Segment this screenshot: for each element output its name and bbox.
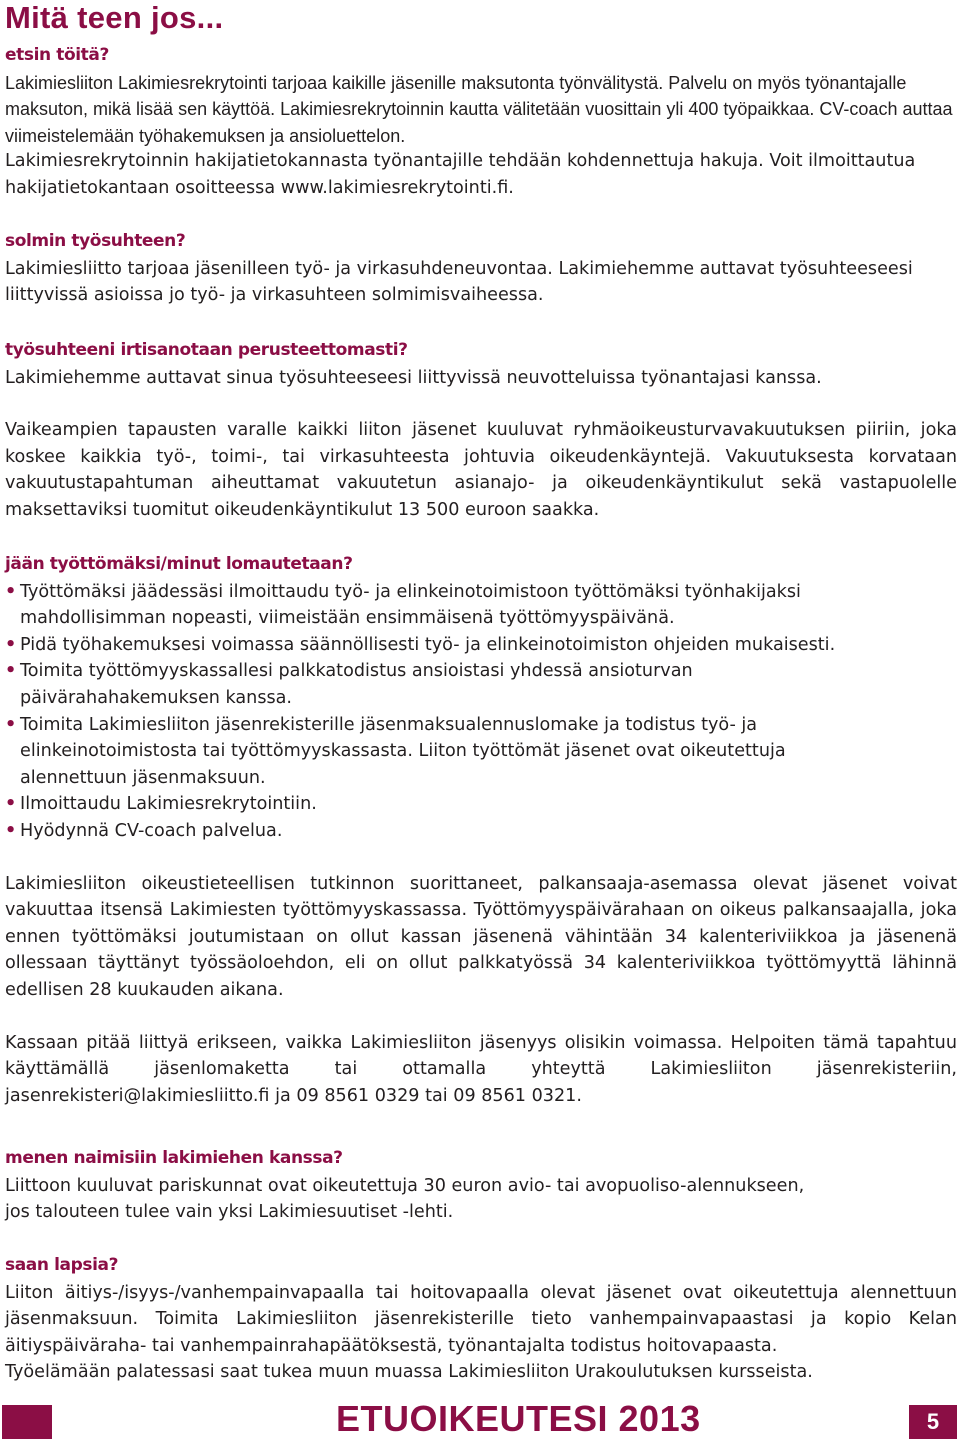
section-heading: menen naimisiin lakimiehen kanssa? <box>5 1148 343 1168</box>
section-job-cont <box>5 148 957 201</box>
section-heading: saan lapsia? <box>5 1255 119 1275</box>
footer-color-block <box>2 1405 52 1439</box>
section-text: Liiton äitiys-/isyys-/vanhempainvapaalla tai hoitovapaalla olevat jäsenet ovat oikeutettuja alennettuun jäsenmaksuun. Toimita Lakimiesliiton jäsenrekisterille tieto vanhempainvapaastasi ja kopio Kelan äitiyspäiväraha- tai vanhempainrahapäätöksestä, työnantajalta todistus hoitovapaasta. <box>5 1282 957 1356</box>
page-number: 5 <box>909 1405 957 1439</box>
list-item: • Toimita Lakimiesliiton jäsenrekisterille jäsenmaksualennuslomake ja todistus työ- ja elinkeinotoimistosta tai työttömyyskassasta. Liiton työttömät jäsenet ovat oikeutettuja alennettuun jäsenmaksuun. <box>5 714 786 788</box>
section-heading: työsuhteeni irtisanotaan perusteettomasti? <box>5 340 408 360</box>
list-item: • Hyödynnä CV-coach palvelua. <box>5 820 283 841</box>
bullet-list <box>5 579 885 845</box>
section-heading: jään työttömäksi/minut lomautetaan? <box>5 554 353 574</box>
section-text: Lakimiesliitto tarjoaa jäsenilleen työ- ja virkasuhdeneuvontaa. Lakimiehemme auttavat työsuhteeseesi liittyvissä asioissa jo työ- ja virkasuhteen solmimisvaiheessa. <box>5 258 913 306</box>
section-heading: etsin töitä? <box>5 45 109 65</box>
page-title: Mitä teen jos... <box>5 0 224 35</box>
section-dismissal <box>5 337 957 524</box>
section-text-2: Kassaan pitää liittyä erikseen, vaikka Lakimiesliiton jäsenyys olisikin voimassa. Helpoiten tämä tapahtuu käyttämällä jäsenlomaketta tai ottamalla yhteyttä Lakimiesliiton jäsenrekisteriin, jasenrekisteri@lakimiesliitto.fi ja 09 8561 0329 tai 09 8561 0321. <box>5 1032 957 1106</box>
list-item: • Pidä työhakemuksesi voimassa säännöllisesti työ- ja elinkeinotoimiston ohjeiden mukaisesti. <box>5 634 836 655</box>
section-text: Lakimiesliiton Lakimiesrekrytointi tarjoaa kaikille jäsenille maksutonta työnvälitystä. Palvelu on myös työnantajalle maksuton, mikä lisää sen käyttöä. Lakimiesrekrytoinnin kautta välitetään vuosittain yli 400 työpaikkaa. CV-coach auttaa viimeistelemään työhakemuksen ja ansioluettelon. <box>5 72 953 146</box>
section-text: Lakimiesliiton oikeustieteellisen tutkinnon suorittaneet, palkansaaja-asemassa olevat jäsenet voivat vakuuttaa itsensä Lakimiesten työttömyyskassassa. Työttömyyspäivärahaan on oikeus palkansaajalla, joka ennen työttömäksi joutumistaan on ollut kassan jäsenenä vähintään 34 kalenteriviikkoa ja jäsenenä ollessaan täyttänyt työssäoloehdon, eli on ollut palkkatyössä 34 kalenteriviikkoa työttömyyttä lähinnä edellisen 28 kuukauden aikana. <box>5 873 957 1000</box>
list-item: • Toimita työttömyyskassallesi palkkatodistus ansioistasi yhdessä ansioturvan päivärahahakemuksen kanssa. <box>5 661 693 708</box>
footer-title: ETUOIKEUTESI 2013 <box>336 1398 701 1439</box>
section-text-2: Vaikeampien tapausten varalle kaikki liiton jäsenet kuuluvat ryhmäoikeusturvavakuutuksen piiriin, joka koskee kaikkia työ-, toimi-, tai virkasuhteesta johtuvia oikeudenkäyntejä. Vakuutuksesta korvataan vakuutustapahtuman aiheuttamat vakuutetun asianajo- ja oikeudenkäyntikulut sekä vastapuolelle maksettaviksi tuomitut oikeudenkäyntikulut 13 500 euroon saakka. <box>5 420 957 520</box>
section-text-line-2: jos talouteen tulee vain yksi Lakimiesuutiset -lehti. <box>5 1202 454 1223</box>
section-baby <box>5 1252 957 1386</box>
section-text: Lakimiehemme auttavat sinua työsuhteeseesi liittyvissä neuvotteluissa työnantajasi kanssa. <box>5 367 822 388</box>
section-marriage <box>5 1145 957 1226</box>
section-text: Lakimiesrekrytoinnin hakijatietokannasta työnantajille tehdään kohdennettuja hakuja. Voit ilmoittautua hakijatietokantaan osoitteessa www.lakimiesrekrytointi.fi. <box>5 151 916 198</box>
section-text-2: Työelämään palatessasi saat tukea muun muassa Lakimiesliiton Urakoulutuksen kursseista. <box>5 1362 813 1383</box>
section-unemployed <box>5 551 957 1109</box>
section-text-line-1: Liittoon kuuluvat pariskunnat ovat oikeutettuja 30 euron avio- tai avopuoliso-alennukseen, <box>5 1175 805 1196</box>
section-contract <box>5 228 957 309</box>
list-item: • Työttömäksi jäädessäsi ilmoittaudu työ- ja elinkeinotoimistoon työttömäksi työnhakijaksi mahdollisimman nopeasti, viimeistään ensimmäisenä työttömyyspäivänä. <box>5 581 801 629</box>
section-heading: solmin työsuhteen? <box>5 231 186 251</box>
section-job <box>5 42 957 149</box>
list-item: • Ilmoittaudu Lakimiesrekrytointiin. <box>5 794 317 815</box>
